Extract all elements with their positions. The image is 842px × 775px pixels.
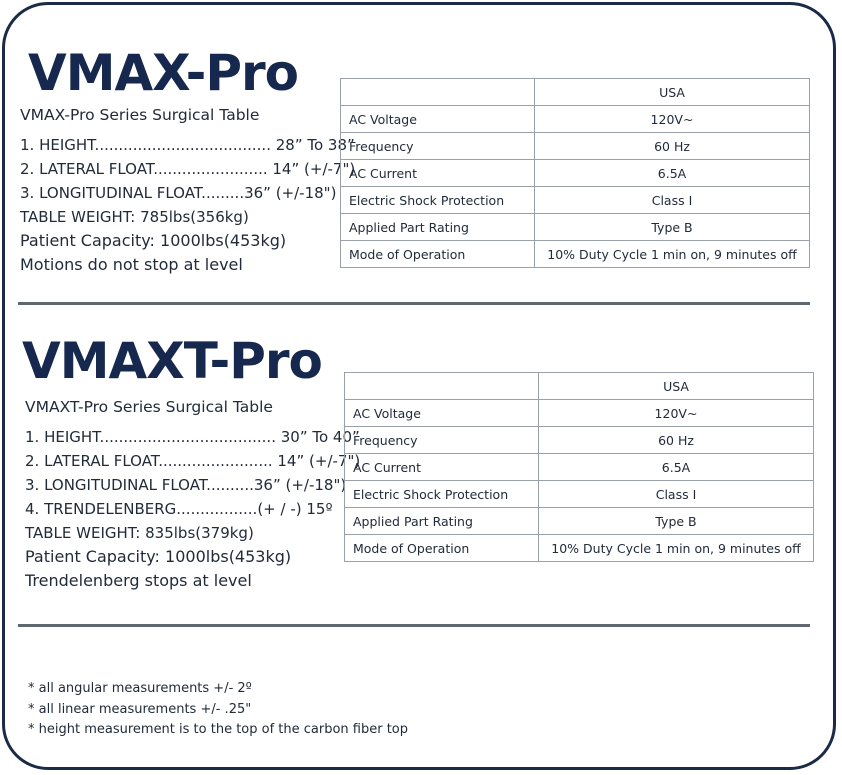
vmaxt-spec-lateral-float: 2. LATERAL FLOAT........................ 14” (+/-7") [25,452,361,470]
vmax-spec-motion-note: Motions do not stop at level [20,255,243,274]
table-header-region: USA [539,373,814,400]
note-angular: * all angular measurements +/- 2º [28,681,252,696]
vmax-spec-list [20,133,355,277]
table-row-value: 6.5A [535,160,810,187]
table-row [345,400,814,427]
table-row-label: Electric Shock Protection [345,481,539,508]
vmaxt-electrical-table [344,372,814,562]
table-row-label: Frequency [341,133,535,160]
table-row-label: Mode of Operation [345,535,539,562]
vmax-title: VMAX-Pro [28,44,299,102]
section-divider [18,624,810,627]
vmaxt-title: VMAXT-Pro [22,332,322,390]
table-row-value: 10% Duty Cycle 1 min on, 9 minutes off [535,241,810,268]
table-header-empty [345,373,539,400]
vmaxt-spec-list [25,425,360,593]
table-row-label: Electric Shock Protection [341,187,535,214]
table-row [345,427,814,454]
table-row [345,535,814,562]
vmaxt-subtitle: VMAXT-Pro Series Surgical Table [25,398,273,416]
table-header-empty [341,79,535,106]
table-header-row [345,373,814,400]
table-row-label: Frequency [345,427,539,454]
table-row-value: Type B [539,508,814,535]
table-row-value: 120V~ [535,106,810,133]
section-divider [18,302,810,305]
table-row-value: 6.5A [539,454,814,481]
table-row [341,241,810,268]
table-row-label: Mode of Operation [341,241,535,268]
table-row-value: Class I [535,187,810,214]
vmaxt-spec-trendelenberg-note: Trendelenberg stops at level [25,571,252,590]
table-row [341,133,810,160]
table-header-row [341,79,810,106]
measurement-notes [28,679,408,741]
table-row-label: AC Voltage [341,106,535,133]
table-row [345,508,814,535]
table-row-value: Class I [539,481,814,508]
table-row-label: AC Current [341,160,535,187]
note-height: * height measurement is to the top of the carbon fiber top [28,722,409,737]
vmaxt-spec-patient-capacity: Patient Capacity: 1000lbs(453kg) [25,547,292,566]
vmax-spec-longitudinal-float: 3. LONGITUDINAL FLOAT.........36” (+/-18") [20,184,337,202]
table-row [341,160,810,187]
vmax-spec-height: 1. HEIGHT..................................... 28” To 38” [20,136,355,154]
table-row [345,481,814,508]
table-header-region: USA [535,79,810,106]
vmax-spec-lateral-float: 2. LATERAL FLOAT........................ 14” (+/-7") [20,160,356,178]
vmaxt-spec-table-weight: TABLE WEIGHT: 835lbs(379kg) [25,524,254,542]
table-row-value: 60 Hz [535,133,810,160]
table-row [341,214,810,241]
table-row-label: Applied Part Rating [345,508,539,535]
note-linear: * all linear measurements +/- .25" [28,701,252,717]
table-row-value: 60 Hz [539,427,814,454]
table-row [341,187,810,214]
table-row-value: Type B [535,214,810,241]
vmaxt-spec-height: 1. HEIGHT..................................... 30” To 40” [25,428,360,446]
vmax-spec-patient-capacity: Patient Capacity: 1000lbs(453kg) [20,231,287,250]
table-row-label: AC Current [345,454,539,481]
table-row-value: 120V~ [539,400,814,427]
table-row [341,106,810,133]
table-row [345,454,814,481]
vmax-subtitle: VMAX-Pro Series Surgical Table [20,106,260,124]
vmax-spec-table-weight: TABLE WEIGHT: 785lbs(356kg) [20,208,249,226]
vmax-electrical-table [340,78,810,268]
table-row-value: 10% Duty Cycle 1 min on, 9 minutes off [539,535,814,562]
table-row-label: AC Voltage [345,400,539,427]
vmaxt-spec-longitudinal-float: 3. LONGITUDINAL FLOAT..........36” (+/-18") [25,476,347,494]
vmaxt-spec-trendelenberg: 4. TRENDELENBERG.................(+ / -) 15º [25,500,333,518]
table-row-label: Applied Part Rating [341,214,535,241]
